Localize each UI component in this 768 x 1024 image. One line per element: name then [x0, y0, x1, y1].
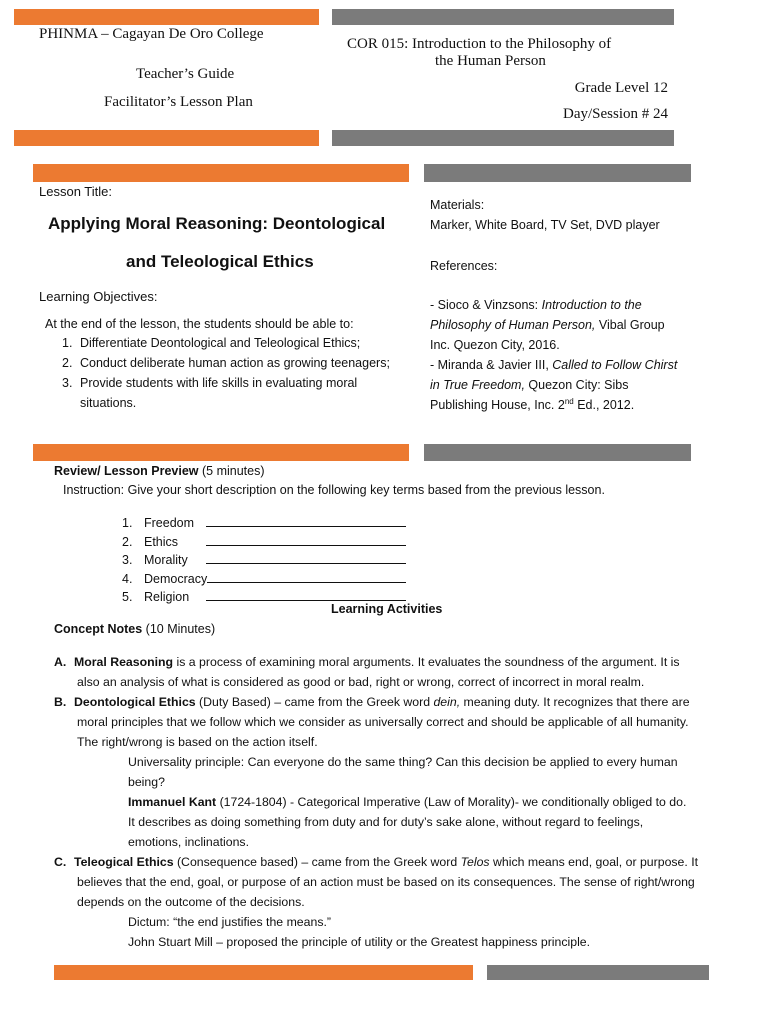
concept-a-line2: also an analysis of what is considered as good or bad, right or wrong, correct of incorrect in moral realm.	[77, 675, 645, 689]
reference-1-line1: - Sioco & Vinzsons: Introduction to the	[430, 298, 642, 312]
key-term-item: 3. Morality	[122, 551, 406, 570]
concept-notes-body	[54, 652, 714, 952]
key-term-item: 2. Ethics	[122, 533, 406, 552]
key-terms-list	[122, 514, 406, 607]
key-term-item: 1. Freedom	[122, 514, 406, 533]
header-bottom-orange-bar	[14, 130, 319, 146]
concept-b-line3: The right/wrong is based on the action itself.	[77, 735, 318, 749]
header-top-orange-bar	[14, 9, 319, 25]
concept-b-line1: B. Deontological Ethics (Duty Based) – came from the Greek word dein, meaning duty. It recognizes that there are	[54, 695, 690, 709]
concept-c-line1: C. Teleogical Ethics (Consequence based) – came from the Greek word Telos which means end, goal, or purpose. It	[54, 855, 699, 869]
reference-1-line3: Inc. Quezon City, 2016.	[430, 338, 560, 352]
reference-2-line1: - Miranda & Javier III, Called to Follow Chirst	[430, 358, 678, 372]
kant-line1: Immanuel Kant (1724-1804) - Categorical Imperative (Law of Morality)- we conditionally obliged to do.	[128, 795, 687, 809]
kant-line3: emotions, inclinations.	[128, 835, 249, 849]
objective-item: 1. Differentiate Deontological and Teleological Ethics;	[62, 336, 361, 350]
references-list	[430, 295, 677, 415]
footer-gray-bar	[487, 965, 709, 980]
answer-blank[interactable]	[206, 551, 406, 564]
header-bottom-gray-bar	[332, 130, 674, 146]
objective-item-continued: situations.	[80, 396, 137, 410]
reference-2-line3: Publishing House, Inc. 2nd Ed., 2012.	[430, 396, 635, 412]
learning-objectives-label: Learning Objectives:	[39, 289, 158, 304]
review-instruction: Instruction: Give your short description on the following key terms based from the previous lesson.	[63, 483, 605, 497]
universality-line1: Universality principle: Can everyone do the same thing? Can this decision be applied to every human	[128, 755, 678, 769]
teachers-guide: Teacher’s Guide	[136, 66, 235, 82]
concept-notes-heading: Concept Notes (10 Minutes)	[54, 622, 216, 636]
learning-activities-heading: Learning Activities	[331, 602, 443, 616]
materials-items: Marker, White Board, TV Set, DVD player	[430, 218, 660, 232]
concept-c-line3: depends on the outcome of the decisions.	[77, 895, 305, 909]
lesson-orange-bar	[33, 164, 409, 182]
lesson-title-line2: and Teleological Ethics	[126, 252, 314, 271]
objective-item: 2. Conduct deliberate human action as growing teenagers;	[62, 356, 390, 370]
review-gray-bar	[424, 444, 691, 461]
reference-1-line2: Philosophy of Human Person, Vibal Group	[430, 318, 665, 332]
materials-label: Materials:	[430, 198, 485, 212]
course-title-line1: COR 015: Introduction to the Philosophy of	[347, 36, 612, 52]
school-name: PHINMA – Cagayan De Oro College	[39, 26, 264, 42]
objectives-intro: At the end of the lesson, the students should be able to:	[45, 317, 354, 331]
concept-a-line1: A. Moral Reasoning is a process of examining moral arguments. It evaluates the soundness of the argument. It is	[54, 655, 680, 669]
mill-line: John Stuart Mill – proposed the principle of utility or the Greatest happiness principle.	[128, 935, 591, 949]
answer-blank[interactable]	[206, 514, 406, 527]
review-heading: Review/ Lesson Preview (5 minutes)	[54, 464, 265, 478]
answer-blank[interactable]	[207, 570, 406, 583]
concept-c-line2: believes that the end, goal, or purpose of an action must be based on its consequences. The sense of right/wrong	[77, 875, 695, 889]
grade-level: Grade Level 12	[574, 80, 668, 96]
lesson-title-line1: Applying Moral Reasoning: Deontological	[48, 214, 386, 233]
review-orange-bar	[33, 444, 409, 461]
course-title-line2: the Human Person	[435, 53, 546, 69]
references-label: References:	[430, 259, 498, 273]
day-session: Day/Session # 24	[563, 106, 668, 122]
objectives-list	[62, 333, 390, 413]
kant-line2: It describes as doing something from duty and for duty’s sake alone, without regard to feelings,	[128, 815, 644, 829]
lesson-title-label: Lesson Title:	[39, 184, 112, 199]
universality-line2: being?	[128, 775, 165, 789]
lesson-plan-label: Facilitator’s Lesson Plan	[104, 94, 253, 110]
concept-b-line2: moral principles that we follow which we consider as universally correct and should be applicable of all humanity.	[77, 715, 689, 729]
key-term-item: 4. Democracy	[122, 570, 406, 589]
reference-2-line2: in True Freedom, Quezon City: Sibs	[430, 378, 629, 392]
footer-orange-bar	[54, 965, 473, 980]
header-top-gray-bar	[332, 9, 674, 25]
answer-blank[interactable]	[206, 533, 406, 546]
objective-item: 3. Provide students with life skills in evaluating moral	[62, 376, 358, 390]
answer-blank[interactable]	[206, 588, 406, 601]
key-term-item: 5. Religion	[122, 588, 406, 607]
dictum-line: Dictum: “the end justifies the means.”	[128, 915, 331, 929]
lesson-gray-bar	[424, 164, 691, 182]
